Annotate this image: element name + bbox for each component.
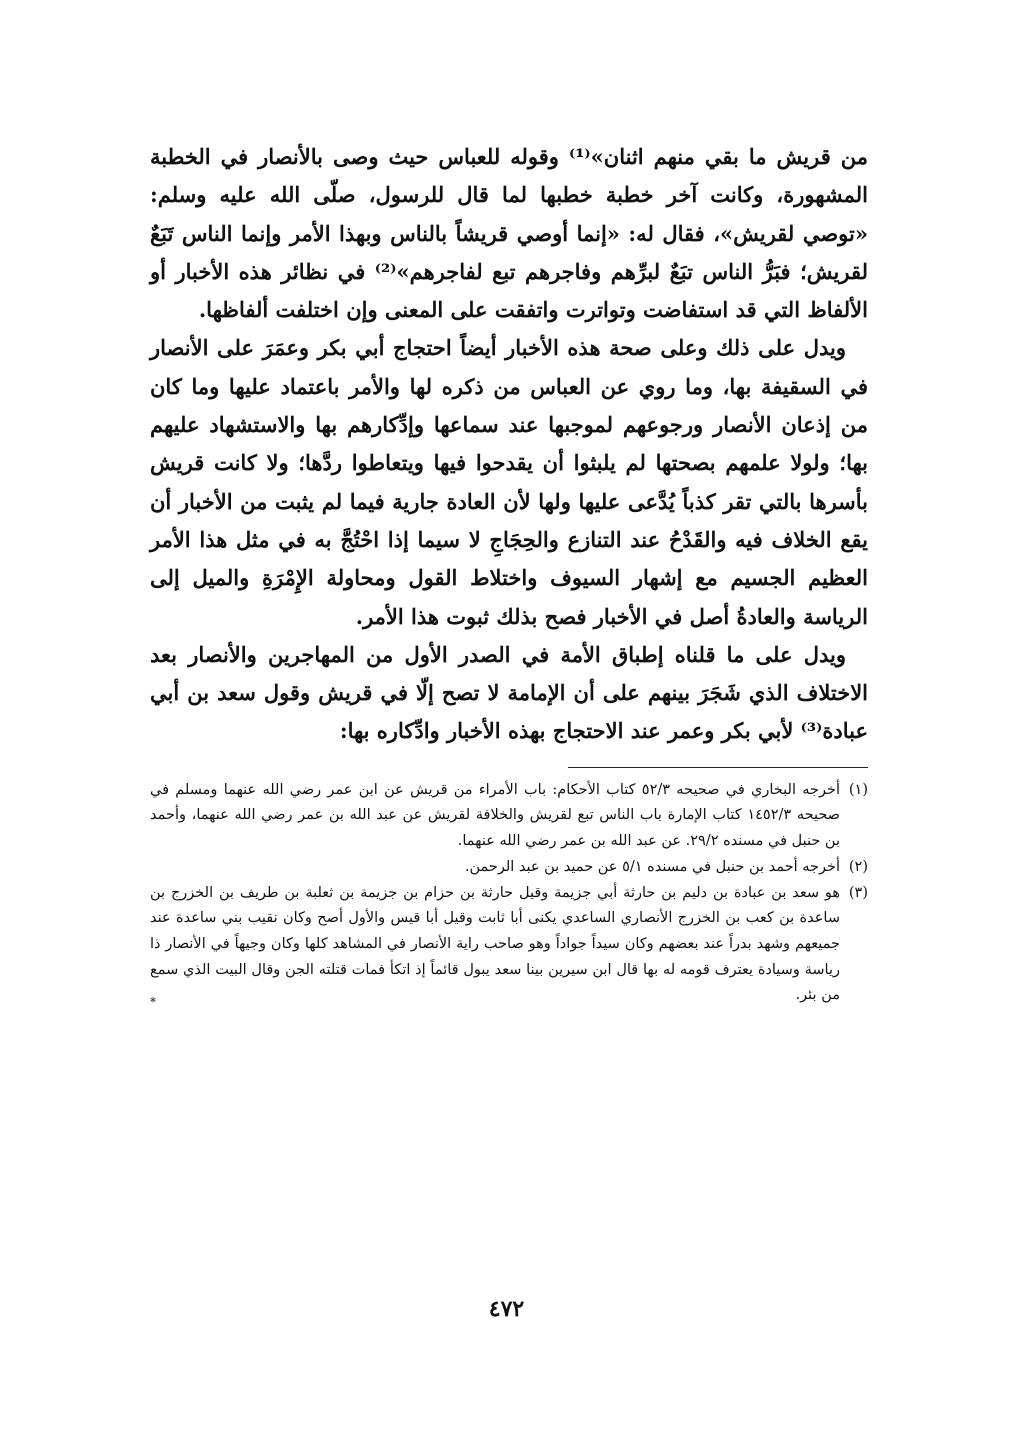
footnote-3-mark: (٣) <box>848 884 868 901</box>
paragraph-1: من قريش ما بقي منهم اثنان»⁽¹⁾ وقوله للعباس حيث وصى بالأنصار في الخطبة المشهورة، وكانت آخر خطبة خطبها لما قال للرسول، صلّى الله عليه وسلم: «توصي لقريش»، فقال له: «إنما أوصي قريشاً بالناس وبهذا الأمر وإنما الناس تَبَعٌ لقريش؛ فبَرُّ الناس تبَعٌ لبرِّهم وفاجرهم تبع لفاجرهم»⁽²⁾ في نظائر هذه الأخبار أو الألفاظ التي قد استفاضت وتواترت واتفقت على المعنى وإن اختلفت ألفاظها. <box>150 144 869 323</box>
footnote-2-text: أخرجه أحمد بن حنبل في مسنده ٥/١ عن حميد بن عبد الرحمن. <box>464 858 840 875</box>
footnote-2-mark: (٢) <box>848 858 868 875</box>
star-mark: * <box>150 995 156 1010</box>
footnote-1-text: أخرجه البخاري في صحيحه ٥٢/٣ كتاب الأحكام: باب الأمراء من قريش عن ابن عمر رضي الله عنهما ومسلم في صحيحه ١٤٥٢/٣ كتاب الإمارة باب الناس تبع لقريش والخلافة لقريش عن عبد الله بن عمر رضي الله عنهما، وأحمد بن حنبل في مسنده ٢٩/٢. عن عبد الله بن عمر رضي الله عنهما. <box>150 781 840 850</box>
main-text <box>150 138 868 751</box>
footnote-separator <box>568 767 868 768</box>
paragraph-2: ويدل على ذلك وعلى صحة هذه الأخبار أيضاً احتجاج أبي بكر وعمَرَ على الأنصار في السقيفة بها، وما روي عن العباس من ذكره لها والأمر باعتماد عليها وما كان من إذعان الأنصار ورجوعهم لموجبها عند سماعها وإدِّكارهم بها والاستشهاد عليهم بها؛ ولولا علمهم بصحتها لم يلبثوا أن يقدحوا فيها ويتعاطوا ردَّها؛ ولا كانت قريش بأسرها بالتي تقر كذباً يُدَّعى عليها ولها لأن العادة جارية فيما لم يثبت من الأخبار أن يقع الخلاف فيه والقَدْحُ عند التنازع والحِجَاجِ لا سيما إذا احْتُجَّ به في مثل هذا الأمر العظيم الجسيم مع إشهار السيوف واختلاط القول ومحاولة الإِمْرَةِ والميل إلى الرياسة والعادةُ أصل في الأخبار فصح بذلك ثبوت هذا الأمر. <box>150 335 868 629</box>
footnote-2 <box>150 855 868 881</box>
footnote-1 <box>150 778 868 855</box>
paragraph-3: ويدل على ما قلناه إطباق الأمة في الصدر الأول من المهاجرين والأنصار بعد الاختلاف الذي شَجَرَ بينهم على أن الإمامة لا تصح إلّا في قريش وقول سعد بن أبي عبادة⁽³⁾ لأبي بكر وعمر عند الاحتجاج بهذه الأخبار وادِّكاره بها: <box>150 641 868 744</box>
document-page <box>150 138 868 1009</box>
footnotes-section <box>150 778 868 1009</box>
page-number: ٤٧٢ <box>488 1296 525 1322</box>
footnote-3 <box>150 881 868 1010</box>
footnote-1-mark: (١) <box>848 781 868 798</box>
footnote-3-text: هو سعد بن عبادة بن دليم بن حارثة أبي جزيمة وقيل حارثة بن حزام بن جزيمة بن ثعلبة بن طريف بن الخزرج بن ساعدة بن كعب بن الخزرج الأنصاري الساعدي يكنى أبا ثابت وقيل أبا قيس والأول أصح وكان نقيب بني ساعدة عند جميعهم وشهد بدراً عند بعضهم وكان سيداً جواداً وهو صاحب راية الأنصار في المشاهد كلها وكان وجيهاً في الأنصار ذا رياسة وسيادة يعترف قومه له بها قال ابن سيرين بينا سعد يبول قائماً إذ اتكأ فمات قتلته الجن وقال البيت الذي سمع من بئر. <box>150 884 840 1004</box>
